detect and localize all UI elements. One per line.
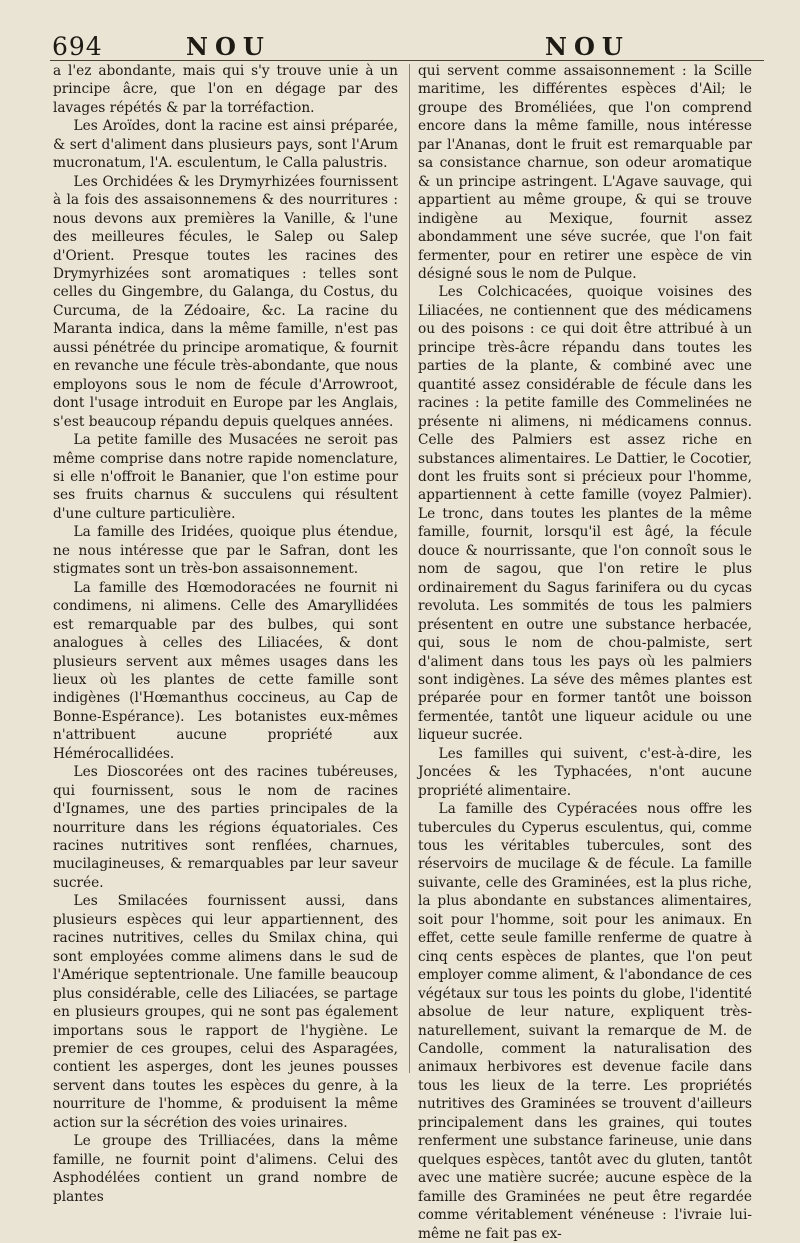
paragraph: La petite famille des Musacées ne seroit pas même comprise dans notre rapide nomenclature, si elle n'offroit le Bananier, que l'on estime pour ses fruits charnus & succulens qui résultent d'une culture particulière.	[53, 432, 398, 522]
paragraph: La famille des Hœmodoracées ne fournit ni condimens, ni alimens. Celle des Amaryllidées est remarquable par des bulbes, qui sont analogues à celles des Liliacées, & dont plusieurs servent aux mêmes usages dans les lieux où les plantes de cette famille sont indigènes (l'Hœmanthus coccineus, au Cap de Bonne-Espérance). Les botanistes eux-mêmes n'attribuent aucune propriété aux Hémérocallidées.	[53, 579, 398, 762]
paragraph: Les Smilacées fournissent aussi, dans plusieurs espèces qui leur appartiennent, des racines nutritives, celles du Smilax china, qui sont employées comme alimens dans le sud de l'Amérique septentrionale. Une famille beaucoup plus considérable, celle des Liliacées, se partage en plusieurs groupes, qui ne sont pas également importans sous le rapport de l'hygiène. Le premier de ces groupes, celui des Asparagées, contient les asperges, dont les jeunes pousses servent dans toutes les espèces du genre, à la nourriture de l'homme, & produisent la même action sur la sécrétion des voies urinaires.	[53, 893, 398, 1131]
header-rule	[50, 60, 764, 61]
paragraph: a l'ez abondante, mais qui s'y trouve unie à un principe âcre, que l'on en dégage par des lavages répétés & par la torréfaction.	[53, 63, 398, 116]
paragraph: Les Orchidées & les Drymyrhizées fournissent à la fois des assaisonnemens & des nourritures : nous devons aux premières la Vanille, & l'une des meilleures fécules, le Salep ou Salep d'Orient. Presque toutes les racines des Drymyrhizées sont aromatiques : telles sont celles du Gingembre, du Galanga, du Costus, du Curcuma, de la Zédoaire, &c. La racine du Maranta indica, dans la même famille, n'est pas aussi pénétrée du principe aromatique, & fournit en revanche une fécule très-abondante, que nous employons sous le nom de fécule d'Arrowroot, dont l'usage introduit en Europe par les Anglais, s'est beaucoup répandu depuis quelques années.	[53, 173, 398, 430]
paragraph: La famille des Cypéracées nous offre les tubercules du Cyperus esculentus, qui, comme tous les véritables tubercules, sont des réservoirs de mucilage & de fécule. La famille suivante, celle des Graminées, est la plus riche, la plus abondante en substances alimentaires, soit pour l'homme, soit pour les animaux. En effet, cette seule famille renferme de quatre à cinq cents espèces de plantes, que l'on peut employer comme aliment, & l'abondance de ces végétaux sur tous les points du globe, l'identité absolue de leur nature, expliquent très-naturellement, suivant la remarque de M. de Candolle, comment la naturalisation des animaux herbivores est devenue facile dans tous les lieux de la terre. Les propriétés nutritives des Graminées se trouvent d'ailleurs principalement dans les graines, qui toutes renferment une substance farineuse, unie dans quelques espèces, tantôt avec du gluten, tantôt avec une matière sucrée; aucune espèce de la famille des Graminées ne peut être regardée comme véritablement vénéneuse : l'ivraie lui-même ne fait pas ex-	[418, 801, 752, 1242]
running-head-right: NOU	[545, 32, 630, 61]
paragraph: Les Colchicacées, quoique voisines des Liliacées, ne contiennent que des médicamens ou des poisons : ce qui doit être attribué à un principe très-âcre répandu dans toutes les parties de la plante, & combiné avec une quantité assez considérable de fécule dans les racines : la petite famille des Commelinées ne présente ni alimens, ni médicamens connus. Celle des Palmiers est assez riche en substances alimentaires. Le Dattier, le Cocotier, dont les fruits sont si précieux pour l'homme, appartiennent à cette famille (voyez Palmier). Le tronc, dans toutes les plantes de la même famille, fournit, lorsqu'il est âgé, la fécule douce & nourrissante, que l'on connoît sous le nom de sagou, que l'on retire le plus ordinairement du Sagus farinifera ou du cycas revoluta. Les sommités de tous les palmiers présentent en outre une substance herbacée, qui, sous le nom de chou-palmiste, sert d'aliment dans tous les pays où les palmiers sont indigènes. La séve des mêmes plantes est préparée pour en former tantôt une boisson fermentée, tantôt une liqueur acidule ou une liqueur sucrée.	[418, 284, 752, 744]
column-divider	[409, 64, 410, 1073]
paragraph: Les Aroïdes, dont la racine est ainsi préparée, & sert d'aliment dans plusieurs pays, sont l'Arum mucronatum, l'A. esculentum, le Calla palustris.	[53, 118, 398, 172]
paragraph: qui servent comme assaisonnement : la Scille maritime, les différentes espèces d'Ail; le groupe des Broméliées, que l'on comprend encore dans la même famille, nous intéresse par l'Ananas, dont le fruit est remarquable par sa consistance charnue, son odeur aromatique & un principe astringent. L'Agave sauvage, qui appartient au même groupe, & qui se trouve indigène au Mexique, fournit assez abondamment une séve sucrée, que l'on fait fermenter, pour en retirer une espèce de vin désigné sous le nom de Pulque.	[418, 63, 752, 282]
paragraph: Les familles qui suivent, c'est-à-dire, les Joncées & les Typhacées, n'ont aucune propriété alimentaire.	[418, 745, 752, 799]
running-head-left: NOU	[186, 32, 271, 61]
paragraph: Le groupe des Trilliacées, dans la même famille, ne fournit point d'alimens. Celui des Asphodélées contient un grand nombre de plantes	[53, 1133, 398, 1205]
right-column	[418, 62, 752, 1243]
paragraph: La famille des Iridées, quoique plus étendue, ne nous intéresse que par le Safran, dont les stigmates sont un très-bon assaisonnement.	[53, 524, 398, 578]
page-number: 694	[52, 32, 103, 61]
paragraph: Les Dioscorées ont des racines tubéreuses, qui fournissent, sous le nom de racines d'Ignames, une des parties principales de la nourriture dans les régions équatoriales. Ces racines nutritives sont renflées, charnues, mucilagineuses, & remarquables par leur saveur sucrée.	[53, 764, 398, 891]
left-column	[53, 62, 398, 1206]
